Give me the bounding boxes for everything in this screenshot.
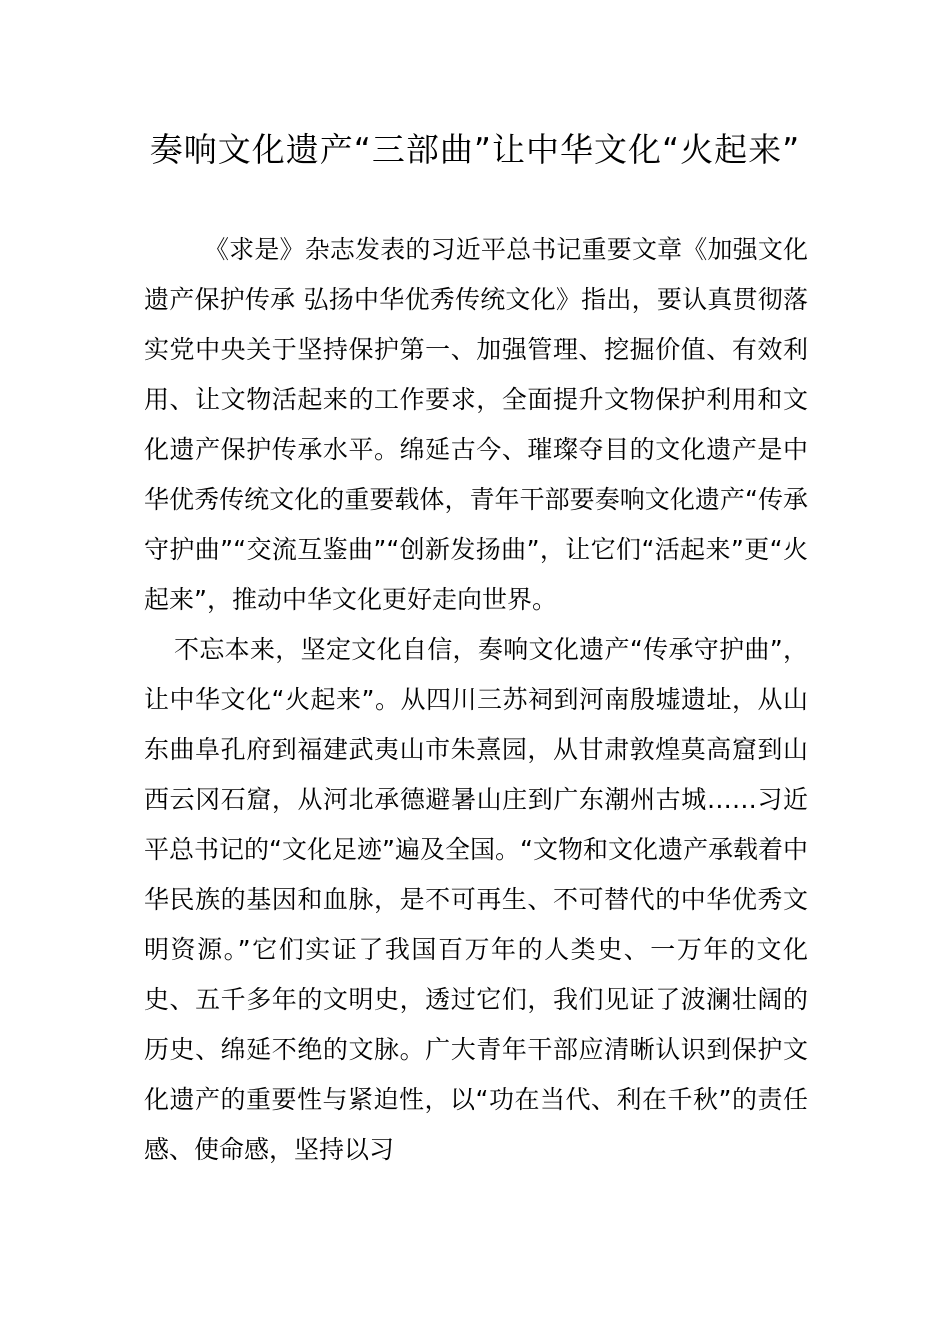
document-title: 奏响文化遗产“三部曲”让中华文化“火起来”: [149, 130, 801, 169]
paragraph-heritage-protection: 不忘本来，坚定文化自信，奏响文化遗产“传承守护曲”，让中华文化“火起来”。从四川三苏祠到河南殷墟遗址，从山东曲阜孔府到福建武夷山市朱熹园，从甘肃敦煌莫高窟到山西云冈石窟，从河北承德避暑山庄到广东潮州古城……习近平总书记的“文化足迹”遍及全国。“文物和文化遗产承载着中华民族的基因和血脉，是不可再生、不可替代的中华优秀文明资源。”它们实证了我国百万年的人类史、一万年的文化史、五千多年的文明史，透过它们，我们见证了波澜壮阔的历史、绵延不绝的文脉。广大青年干部应清晰认识到保护文化遗产的重要性与紧迫性，以“功在当代、利在千秋”的责任感、使命感，坚持以习: [144, 635, 808, 1164]
paragraph-intro: 《求是》杂志发表的习近平总书记重要文章《加强文化遗产保护传承 弘扬中华优秀传统文化》指出，要认真贯彻落实党中央关于坚持保护第一、加强管理、挖掘价值、有效利用、让文物活起来的工作要求，全面提升文物保护利用和文化遗产保护传承水平。绵延古今、璀璨夺目的文化遗产是中华优秀传统文化的重要载体，青年干部要奏响文化遗产“传承守护曲”“交流互鉴曲”“创新发扬曲”，让它们“活起来”更“火起来”，推动中华文化更好走向世界。: [144, 235, 808, 614]
document-body: [144, 225, 808, 1175]
